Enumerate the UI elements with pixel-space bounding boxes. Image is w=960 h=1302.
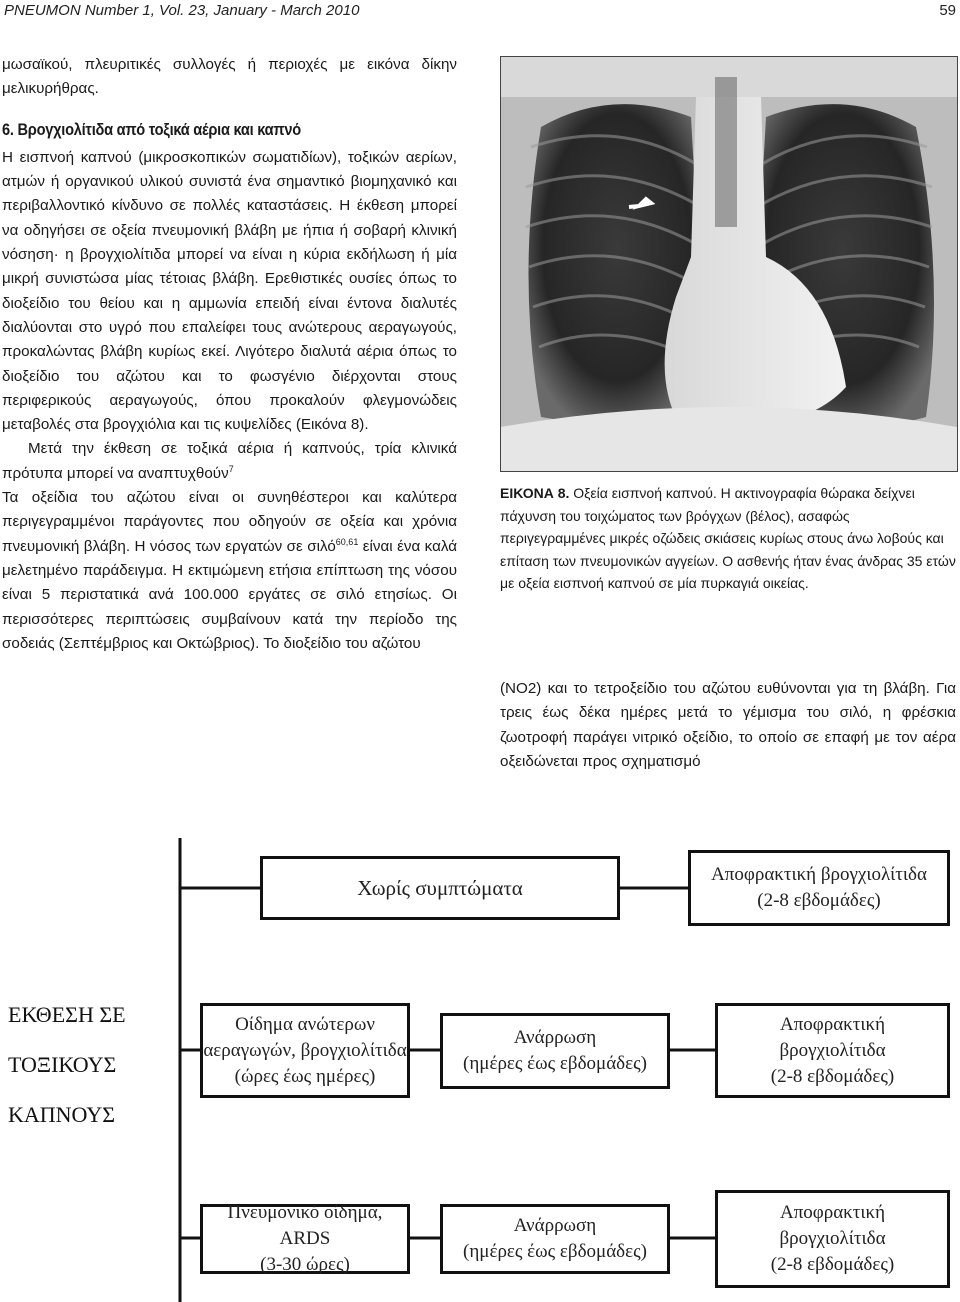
exposure-line: ΕΚΘΕΣΗ ΣΕ [8,1002,126,1027]
nitrogen-oxides-text-b: είναι ένα καλά μελετημένο παράδειγμα. Η εκτιμώμενη ετήσια επίπτωση της νόσου είναι 5 περιστατικά ανά 100.000 εργάτες σε σιλό ετησίως. Οι περισσότερες περιπτώσεις συμβαίνουν κατά την περίοδο της σοδειάς (Σεπτέμβριος και Οκτώβριος). Το διοξείδιο του αζώτου [2,537,458,652]
flowchart [0,838,960,1302]
chest-xray-image [500,56,958,472]
box-line: Αποφρακτική [779,1013,886,1035]
box-recovery-bottom [440,1204,670,1274]
box-line: βρογχιολίτιδα [779,1228,886,1249]
paragraph-clinical-patterns [2,437,457,486]
reference-superscript: 7 [228,463,234,474]
box-line: Αποφρακτική [779,1202,886,1223]
paragraph-smoke-inhalation: Η εισπνοή καπνού (μικροσκοπικών σωματιδίων), τοξικών αερίων, ατμών ή οργανικού υλικού συνιστά ένα σημαντικό βιομηχανικό και περιβαλλοντικό κίνδυνο σε πολλές καταστάσεις. Η έκθεση μπορεί να οδηγήσει σε οξεία πνευμονική βλάβη με ήπια ή σοβαρή κλινική νόσηση· η βρογχιολίτιδα μπορεί να είναι η κύρια εκδήλωση ή μία μικρή συνιστώσα μίας τέτοιας βλάβη. Ερεθιστικές ουσίες όπως το διοξείδιο του θείου και η αμμωνία επειδή είναι έντονα διαλυτές διαλύονται στο υγρό που επαλείφει τους ανώτερους αεραγωγούς, προκαλώντας βλάβη κυρίως εκεί. Λιγότερο διαλυτά αέρια όπως το διοξείδιο του αζώτου και το φωσγένιο διέρχονται στους περιφερικούς αεραγωγούς, όπου προκαλούν φλεγμονώδεις μεταβολές στα βρογχιόλια και τις κυψελίδες (Εικόνα 8). [2,148,457,434]
exposure-line: ΤΟΞΙΚΟΥΣ [8,1052,117,1077]
box-line: (2-8 εβδομάδες) [770,1065,895,1087]
exposure-label [8,990,158,1140]
box-line: (2-8 εβδομάδες) [757,890,881,911]
figure-label: ΕΙΚΟΝΑ 8. [500,485,570,501]
box-obliterative-bronchiolitis-bottom [715,1190,950,1288]
section-heading: 6. Βρογχιολίτιδα από τοξικά αέρια και καπνό [2,119,301,139]
box-line: (3-30 ώρες) [260,1254,350,1275]
box-line: Αποφρακτική βρογχιολίτιδα [711,864,927,885]
box-pulmonary-edema-ards [200,1204,410,1274]
nitrogen-oxides-text-a: Τα οξείδια του αζώτου είναι οι συνηθέστεροι και καλύτερα περιγεγραμμένοι παράγοντες που οδηγούν σε οξεία και χρόνια πνευμονική βλάβη. Η νόσος των εργατών σε σιλό [2,489,457,555]
box-line: Πνευμονικό οίδημα, ARDS [227,1202,383,1249]
box-line: Ανάρρωση [513,1027,597,1048]
box-line: Χωρίς συμπτώματα [357,876,523,900]
trachea [715,77,737,227]
box-obliterative-bronchiolitis-top [688,850,950,926]
figure-caption-text: Οξεία εισπνοή καπνού. Η ακτινογραφία θώρακα δείχνει πάχυνση του τοιχώματος των βρόγχων (βέλος), ασαφώς περιγεγραμμένες μικρές οζώδεις σκιάσεις κυρίως στους άνω λοβούς και επίταση των πνευμονικών αγγείων. Ο ασθενής ήταν ένας άνδρας 35 ετών με οξεία εισπνοή καπνού σε μία πυρκαγιά οικείας. [500,485,956,592]
box-line: αεραγωγών, βρογχιολίτιδα [203,1039,407,1061]
chest-xray-drawing [501,57,957,471]
box-line: (2-8 εβδομάδες) [770,1254,895,1275]
figure-caption [500,482,956,595]
box-line: (ώρες έως ημέρες) [234,1065,376,1087]
exposure-line: ΚΑΠΝΟΥΣ [8,1102,116,1127]
box-recovery-middle [440,1013,670,1089]
left-column [2,53,457,656]
box-line: (ημέρες έως εβδομάδες) [463,1053,647,1074]
journal-header: PNEUMON Number 1, Vol. 23, January - March 2010 [4,2,360,19]
right-column-text: (NO2) και το τετροξείδιο του αζώτου ευθύνονται για τη βλάβη. Για τρεις έως δέκα ημέρες μετά το γέμισμα του σιλό, η φρέσκια ζωοτροφή παράγει νιτρικό οξείδιο, το οποίο σε επαφή με τον αέρα οξειδώνεται προς σχηματισμό [500,680,956,770]
box-line: Ανάρρωση [513,1215,597,1236]
box-obliterative-bronchiolitis-middle [715,1003,950,1098]
box-no-symptoms [260,856,620,920]
box-line: βρογχιολίτιδα [779,1039,886,1061]
paragraph-nitrogen-oxides [2,486,457,656]
reference-superscript: 60,61 [335,536,359,547]
box-airway-edema [200,1003,410,1098]
page-number: 59 [939,2,956,19]
intro-paragraph: μωσαϊκού, πλευριτικές συλλογές ή περιοχές με εικόνα δίκην μελικυρήθρας. [2,56,457,98]
box-line: (ημέρες έως εβδομάδες) [463,1241,647,1262]
box-line: Οίδημα ανώτερων [235,1013,375,1035]
clinical-patterns-text: Μετά την έκθεση σε τοξικά αέρια ή καπνούς, τρία κλινικά πρότυπα μπορεί να αναπτυχθούν [2,440,457,482]
